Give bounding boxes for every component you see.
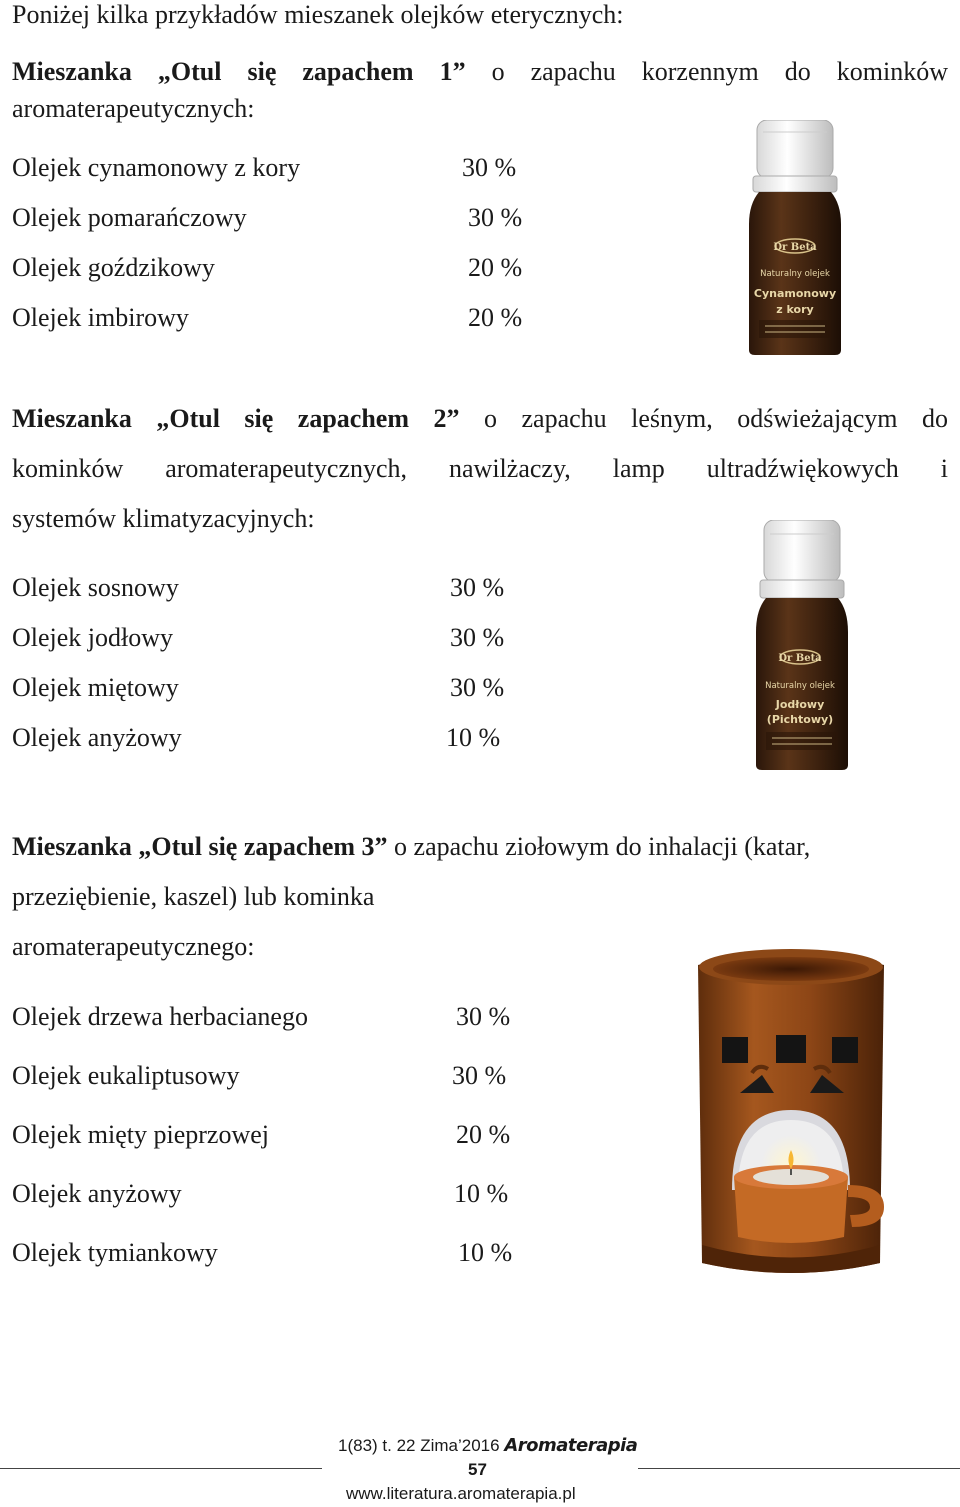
ingredient-name: Olejek mięty pieprzowej [12,1120,270,1149]
ingredient-percent: 30 % [450,573,505,602]
ingredient-percent: 10 % [446,723,501,752]
bottle1-brand: Dr Beta [773,242,817,253]
blend1-description: o zapachu korzennym do kominków [491,57,948,86]
ingredient-percent: 10 % [458,1238,513,1267]
bottle2-brand: Dr Beta [778,653,822,664]
page-number: 57 [468,1460,487,1479]
blend2-heading [12,404,948,434]
ingredient-name: Olejek drzewa herbacianego [12,1002,308,1031]
ingredient-percent: 30 % [456,1002,511,1031]
footer-rule-right [638,1468,960,1469]
ingredient-name: Olejek anyżowy [12,723,182,752]
blend3-description-end: aromaterapeutycznego: [12,932,255,961]
footer-issue: 1(83) t. 22 Zima’2016 [338,1436,500,1455]
cinnamon-oil-bottle-image [745,120,845,355]
footer-rule-left [0,1468,322,1469]
blend3-name: Mieszanka „Otul się zapachem 3” [12,832,388,861]
ingredient-name: Olejek jodłowy [12,623,174,652]
ingredient-percent: 30 % [468,203,523,232]
ingredient-percent: 30 % [450,623,505,652]
aroma-lamp-image [692,945,890,1280]
ingredient-percent: 30 % [450,673,505,702]
ingredient-name: Olejek miętowy [12,673,179,702]
ingredient-percent: 30 % [462,153,517,182]
bottle2-label-2: Jodłowy [775,698,825,711]
bottle1-label-1: Naturalny olejek [760,269,830,279]
blend3-description: o zapachu ziołowym do inhalacji (katar, [394,832,811,861]
ingredient-name: Olejek pomarańczowy [12,203,247,232]
magazine-logo: Aromaterapia [504,1435,638,1456]
ingredient-name: Olejek sosnowy [12,573,179,602]
ingredient-name: Olejek anyżowy [12,1179,182,1208]
blend1-name: Mieszanka „Otul się zapachem 1” [12,57,466,86]
fir-oil-bottle-image [752,520,852,770]
ingredient-name: Olejek imbirowy [12,303,189,332]
bottle1-label-3: z kory [776,303,814,316]
blend2-description-end: systemów klimatyzacyjnych: [12,504,315,533]
footer-issue-line [338,1436,637,1456]
blend2-description-cont: kominków aromaterapeutycznych, nawilżaczy, lamp ultradźwiękowych i [12,454,948,483]
ingredient-name: Olejek eukaliptusowy [12,1061,240,1090]
blend2-name: Mieszanka „Otul się zapachem 2” [12,404,460,433]
ingredient-percent: 30 % [452,1061,507,1090]
blend1-heading [12,57,948,87]
blend2-description: o zapachu leśnym, odświeżającym do [484,404,949,433]
ingredient-percent: 20 % [468,303,523,332]
ingredient-name: Olejek cynamonowy z kory [12,153,301,182]
bottle1-label-2: Cynamonowy [753,287,837,300]
ingredient-percent: 20 % [468,253,523,282]
ingredient-name: Olejek tymiankowy [12,1238,218,1267]
ingredient-percent: 10 % [454,1179,509,1208]
ingredient-percent: 20 % [456,1120,511,1149]
blend3-heading [12,832,810,862]
blend3-description-cont: przeziębienie, kaszel) lub kominka [12,882,375,911]
footer-website-link[interactable]: www.literatura.aromaterapia.pl [346,1484,576,1503]
bottle2-label-3: (Pichtowy) [766,713,834,726]
blend1-description-cont: aromaterapeutycznych: [12,94,255,123]
intro-text: Poniżej kilka przykładów mieszanek olejków eterycznych: [12,0,624,29]
bottle2-label-1: Naturalny olejek [765,681,835,691]
ingredient-name: Olejek goździkowy [12,253,215,282]
